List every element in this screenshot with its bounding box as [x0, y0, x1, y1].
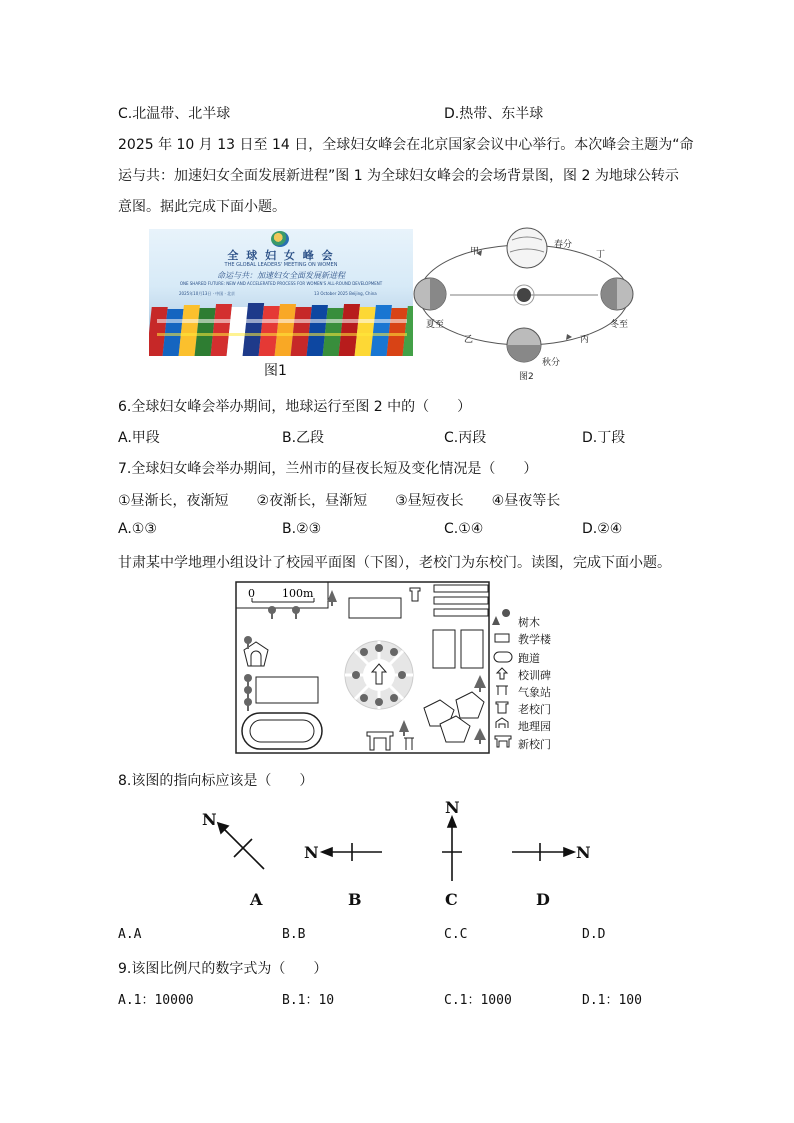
arrow-d-n: N	[576, 843, 591, 862]
legend-monument-icon	[497, 668, 507, 679]
q7-stem: 7.全球妇女峰会举办期间，兰州市的昼夜长短及变化情况是（ ）	[118, 461, 538, 477]
campus-map	[234, 580, 564, 756]
q9-stem: 9.该图比例尺的数字式为（ ）	[118, 961, 328, 977]
q6-option-c: C.丙段	[444, 430, 487, 446]
legend-old-gate-icon	[496, 702, 508, 713]
figure-1-caption: 图1	[264, 363, 287, 379]
running-track-inner	[250, 720, 314, 742]
legend-weather-icon	[496, 686, 508, 695]
intro-paragraph-line-3: 意图。据此完成下面小题。	[118, 199, 286, 215]
earth-spring-icon	[507, 228, 547, 268]
north-arrow-options	[190, 795, 610, 915]
arrow-d-head	[564, 848, 574, 856]
legend-track-icon	[494, 652, 512, 662]
label-autumn: 秋分	[542, 358, 561, 368]
letter-c: C	[445, 890, 458, 909]
summit-en-theme: ONE SHARED FUTURE: NEW AND ACCELERATED PROCESS FOR WOMEN'S ALL-ROUND DEVELOPMENT	[179, 281, 383, 286]
q7-choices: ①昼渐长，夜渐短 ②夜渐长，昼渐短 ③昼短夜长 ④昼夜等长	[118, 493, 561, 509]
label-summer: 夏至	[426, 320, 445, 330]
q9-option-a: A.1：10000	[118, 993, 194, 1008]
q8-option-a: A.A	[118, 927, 142, 942]
arrow-c-n: N	[445, 798, 460, 817]
q7-option-a: A.①③	[118, 521, 157, 537]
old-gate-icon	[410, 588, 420, 601]
q8-stem: 8.该图的指向标应该是（ ）	[118, 773, 314, 789]
figure-2-earth-orbit	[412, 224, 652, 384]
q6-option-a: A.甲段	[118, 430, 160, 446]
earth-autumn-icon	[507, 328, 541, 362]
teaching-building	[434, 597, 488, 604]
letter-b: B	[348, 890, 362, 909]
q8-option-c: C.C	[444, 927, 468, 942]
q7-option-c: C.①④	[444, 521, 484, 537]
summit-cn-title: 全 球 妇 女 峰 会	[227, 249, 335, 262]
q6-option-b: B.乙段	[282, 430, 325, 446]
legend-label: 气象站	[518, 686, 551, 699]
q7-option-b: B.②③	[282, 521, 322, 537]
sun-icon	[517, 288, 531, 302]
arrow-b-n: N	[304, 843, 319, 862]
label-spring: 春分	[554, 240, 573, 250]
map-legend	[492, 609, 552, 751]
summit-logo	[271, 231, 289, 247]
summit-date-en: 13 October 2025 Beijing, China	[314, 291, 377, 296]
label-yi: 乙	[464, 335, 474, 345]
label-ding: 丁	[596, 250, 606, 260]
label-winter: 冬至	[610, 320, 629, 330]
legend-tree-icon	[492, 609, 510, 625]
q6-stem: 6.全球妇女峰会举办期间，地球运行至图 2 中的（ ）	[118, 399, 472, 415]
intro-paragraph-line-1: 2025 年 10 月 13 日至 14 日，全球妇女峰会在北京国家会议中心举行。本次峰会主题为“命	[118, 137, 694, 153]
legend-building-icon	[495, 634, 509, 642]
teaching-building	[433, 630, 455, 668]
summit-en-title: THE GLOBAL LEADERS' MEETING ON WOMEN	[224, 262, 338, 268]
legend-label: 老校门	[518, 703, 551, 716]
legend-label: 校训碑	[518, 669, 551, 682]
letter-a: A	[250, 890, 263, 909]
teaching-building	[434, 609, 488, 616]
earth-winter-icon	[601, 278, 633, 310]
q9-option-c: C.1：1000	[444, 993, 512, 1008]
figure-2-caption: 图2	[519, 372, 534, 382]
teaching-building	[256, 677, 318, 703]
label-bing: 丙	[580, 335, 590, 345]
scale-length: 100m	[282, 587, 314, 600]
label-jia: 甲	[470, 247, 480, 257]
teaching-building	[461, 630, 483, 668]
arrow-a-n: N	[202, 810, 217, 829]
legend-label: 跑道	[518, 652, 540, 665]
q8-option-d: D.D	[582, 927, 606, 942]
intro-paragraph-2: 甘肃某中学地理小组设计了校园平面图（下图），老校门为东校门。读图，完成下面小题。	[118, 555, 671, 571]
earth-summer-icon	[414, 278, 446, 310]
arrow-c-head	[448, 817, 456, 827]
arrow-b-head	[322, 848, 332, 856]
q6-option-d: D.丁段	[582, 430, 626, 446]
legend-new-gate-icon	[495, 736, 511, 747]
q7-option-d: D.②④	[582, 521, 623, 537]
arrow-a-shaft	[220, 825, 264, 869]
q5-option-c: C.北温带、北半球	[118, 106, 231, 122]
legend-label: 新校门	[518, 738, 551, 751]
q8-option-b: B.B	[282, 927, 306, 942]
intro-paragraph-line-2: 运与共：加速妇女全面发展新进程”图 1 为全球妇女峰会的会场背景图，图 2 为地球公转示	[118, 168, 679, 184]
teaching-building	[434, 585, 488, 592]
legend-label: 地理园	[518, 720, 551, 733]
legend-garden-icon	[496, 718, 508, 728]
q5-option-d: D.热带、东半球	[444, 106, 544, 122]
teaching-building	[349, 598, 401, 618]
summit-date-cn: 2025年10月13日 · 中国 · 北京	[179, 291, 235, 296]
summit-cn-theme: 命运与共：加速妇女全面发展新进程	[217, 271, 345, 280]
legend-label: 树木	[518, 616, 540, 629]
q9-option-d: D.1：100	[582, 993, 642, 1008]
q9-option-b: B.1：10	[282, 993, 335, 1008]
flags-row	[149, 295, 413, 356]
legend-label: 教学楼	[518, 633, 551, 646]
scale-zero: 0	[248, 587, 255, 600]
letter-d: D	[536, 890, 550, 909]
figure-1-summit-backdrop	[149, 229, 413, 356]
